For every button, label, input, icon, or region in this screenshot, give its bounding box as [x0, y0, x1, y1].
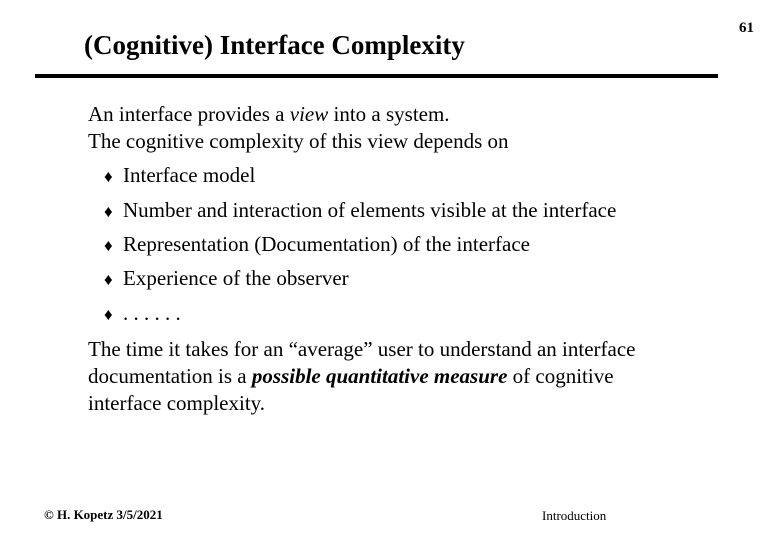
conclusion-text-end: of cognitive	[507, 364, 614, 388]
intro-line-1	[88, 102, 450, 126]
diamond-bullet-icon: ♦	[104, 236, 113, 255]
bullet-text: Experience of the observer	[123, 266, 349, 290]
conclusion-emphasis: possible quantitative measure	[251, 364, 508, 388]
conclusion-line-3: interface complexity.	[88, 391, 266, 415]
bullet-text: Representation (Documentation) of the interface	[123, 232, 530, 256]
title-underline	[35, 74, 718, 78]
footer-section: Introduction	[542, 508, 607, 523]
bullet-item	[104, 232, 530, 258]
conclusion-text: documentation is a	[88, 364, 252, 388]
bullet-text: Interface model	[123, 163, 256, 187]
bullet-item	[104, 266, 349, 292]
intro-italic-view: view	[289, 102, 329, 126]
slide-title: (Cognitive) Interface Complexity	[84, 30, 465, 60]
conclusion-line-1: The time it takes for an “average” user to understand an interface	[88, 337, 636, 361]
bullet-item	[104, 301, 181, 327]
conclusion-line-2	[88, 364, 614, 388]
intro-text-end: into a system.	[328, 102, 450, 126]
footer-copyright: © H. Kopetz 3/5/2021	[44, 507, 163, 522]
diamond-bullet-icon: ♦	[104, 270, 113, 289]
diamond-bullet-icon: ♦	[104, 167, 113, 186]
diamond-bullet-icon: ♦	[104, 202, 113, 221]
bullet-text: . . . . . .	[123, 301, 181, 325]
bullet-item	[104, 198, 616, 224]
diamond-bullet-icon: ♦	[104, 305, 113, 324]
page-number: 61	[739, 20, 754, 36]
intro-text: An interface provides a	[88, 102, 290, 126]
bullet-text: Number and interaction of elements visible at the interface	[123, 198, 617, 222]
bullet-item	[104, 163, 255, 189]
intro-line-2: The cognitive complexity of this view depends on	[88, 129, 509, 153]
